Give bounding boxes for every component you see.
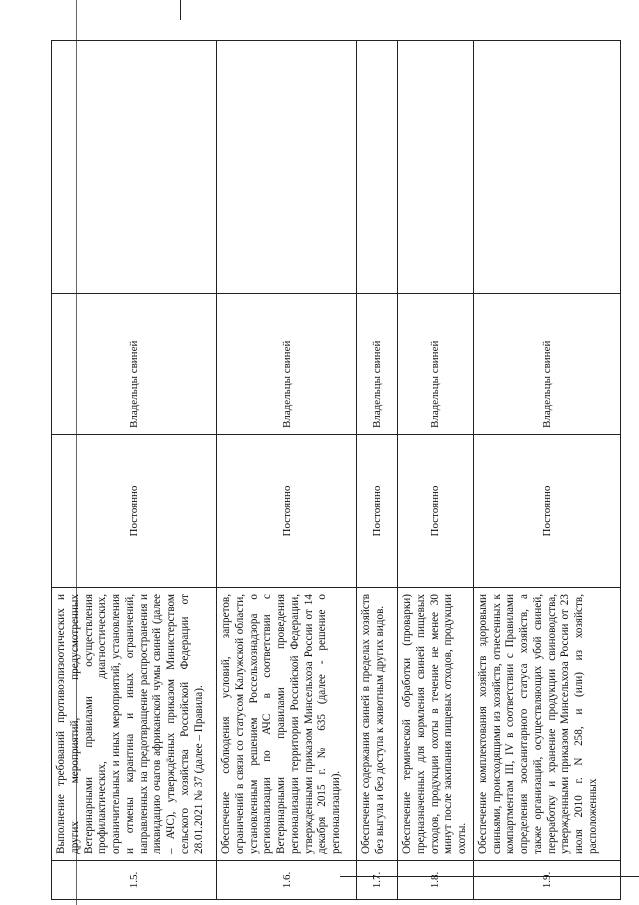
blank-cell [52,41,217,294]
blank-cell [473,41,620,294]
term-cell: Постоянно [217,435,357,588]
row-number: 1.8. [398,861,474,900]
blank-cell [398,41,474,294]
measure-text: Выполнение требований противоэпизоотических и других мероприятий, предусмотренных Ветеринарными правилами осуществления профилактических, диагностических, ограничительных и иных мероприятий, установления и отмены карантина и иных ограничений, направленных на предотвращение распространения и ликвидацию очагов африканской чумы свиней (далее – АЧС), утверждённых приказом Министерством сельского хозяйства Российской Федерации от 28.01.2021 № 37 (далее – Правила). [52,588,217,861]
measure-text: Обеспечение соблюдения условий, запретов, ограничений в связи со статусом Калужской области, установленным решением Россельхознадзора о регионализации по АЧС в соответствии с Ветеринарными правилами проведения регионализации территории Российской Федерации, утвержденными приказом Минсельхоза России от 14 декабря 2015 г. № 635 (далее - решение о регионализации). [217,588,357,861]
responsible-cell: Владельцы свиней [52,294,217,435]
responsible-cell: Владельцы свиней [357,294,398,435]
responsible-cell: Владельцы свиней [217,294,357,435]
row-number: 1.7. [357,861,398,900]
blank-cell [217,41,357,294]
table-row [52,41,217,900]
measure-text: Обеспечение термической обработки (проварки) предназначенных для кормления свиней пищевых отходов, продукции охоты в течение не менее 30 минут после закипания пищевых отходов, продукции охоты. [398,588,474,861]
rotated-page [51,40,601,900]
term-cell: Постоянно [52,435,217,588]
row-number: 1.5. [52,861,217,900]
scan-edge-top [180,0,181,20]
measures-table [51,40,621,900]
term-cell: Постоянно [357,435,398,588]
measure-text: Обеспечение комплектования хозяйств здоровыми свиньями, происходящими из хозяйств, отнесенных к компартментам III, IV в соответствии с Правилами определения зоосанитарного статуса хозяйств, а также организаций, осуществляющих убой свиней, переработку и хранение продукции свиноводства, утвержденными приказом Минсельхоза России от 23 июля 2010 г. N 258, и (или) из хозяйств, расположенных [476,594,599,854]
table-row [473,41,620,900]
term-cell: Постоянно [473,435,620,588]
term-cell: Постоянно [398,435,474,588]
row-number: 1.9. [473,861,620,900]
table-row [398,41,474,900]
table-row [217,41,357,900]
measure-text: Обеспечение содержания свиней в пределах хозяйств без выгула и без доступа к животным других видов. [357,588,398,861]
measure-text-cell [473,588,620,861]
responsible-cell: Владельцы свиней [473,294,620,435]
responsible-cell: Владельцы свиней [398,294,474,435]
blank-cell [357,41,398,294]
table-row [357,41,398,900]
row-number: 1.6. [217,861,357,900]
